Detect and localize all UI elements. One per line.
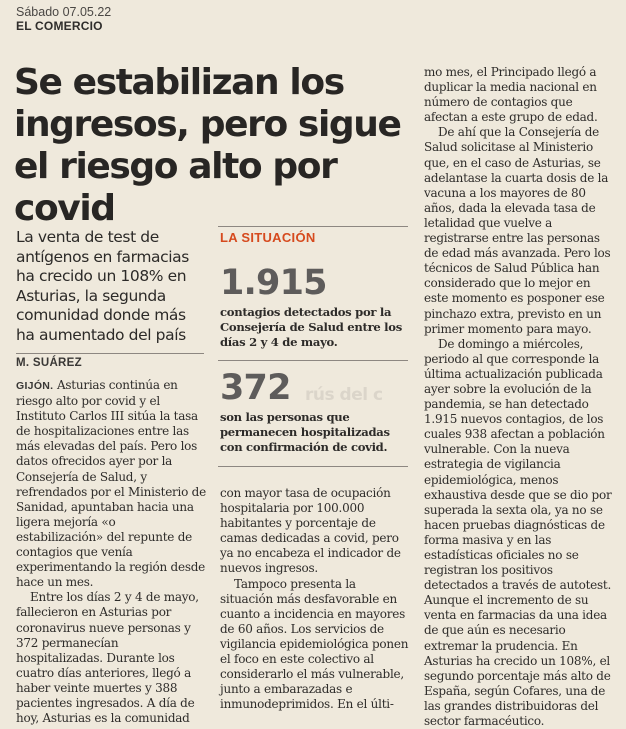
- place-tag: GIJÓN.: [16, 380, 54, 392]
- stat-2-description: son las personas que permanecen hospitalizadas con confirmación de covid.: [220, 410, 390, 454]
- article-subhead: La venta de test de antígenos en farmacias ha crecido un 108% en Asturias, la segunda comunidad donde más ha aumentado del país: [16, 228, 189, 344]
- situation-label: LA SITUACIÓN: [220, 230, 316, 245]
- column-2-paragraph-1: con mayor tasa de ocupación hospitalaria por 100.000 habitantes y porcentaje de camas dedicadas a covid, pero ya no encabeza el indicador de nuevos ingresos.: [220, 486, 401, 576]
- stat-divider: [218, 360, 408, 361]
- column-3-paragraph-2: De ahí que la Consejería de Salud solicitase al Ministerio que, en el caso de Asturias, se adelantase la cuarta dosis de la vacuna a los mayores de 80 años, dada la elevada tasa de letalidad que vuelve a registrarse entre las personas de edad más avanzada. Pero los técnicos de Salud Pública han considerado que lo mejor en este momento es posponer ese pinchazo extra, previsto en un primer momento para mayo.: [424, 125, 611, 336]
- stat-2-number: 372: [220, 368, 291, 408]
- column-1-paragraph-2: Entre los días 2 y 4 de mayo, fallecieron en Asturias por coronavirus nueve personas y 372 permanecían hospitalizadas. Durante los cuatro días anteriores, llegó a haber veinte muertes y 388 pacientes ingresados. A día de hoy, Asturias es la comunidad: [16, 590, 199, 726]
- stat-1-number: 1.915: [220, 263, 327, 303]
- column-3-paragraph-3: De domingo a miércoles, periodo al que corresponde la última actualización publicada ayer sobre la evolución de la pandemia, se han detectado 1.915 nuevos contagios, de los cuales 938 afectan a población vulnerable. Con la nueva estrategia de vigilancia epidemiológica, menos exhaustiva desde que se dio por superada la sexta ola, ya no se hacen pruebas diagnósticas de forma masiva y en las estadísticas oficiales no se registran los positivos detectados a través de autotest. Aunque el incremento de su venta en farmacias da una idea de que aún es necesario extremar la prudencia. En Asturias ha crecido un 108%, el segundo porcentaje más alto de España, según Cofares, una de las grandes distribuidoras del sector farmacéutico.: [424, 336, 612, 729]
- sidebar-bottom-rule: [218, 466, 408, 467]
- article-column-2: [220, 486, 410, 712]
- byline: M. SUÁREZ: [16, 357, 82, 369]
- bleed-through-text: rús del c: [305, 385, 383, 405]
- column-3-paragraph-1: mo mes, el Principado llegó a duplicar la media nacional en número de contagios que afectan a este grupo de edad.: [424, 65, 598, 125]
- sidebar-top-rule: [218, 226, 408, 227]
- column-1-paragraph-1: GIJÓN. Asturias continúa en riesgo alto por covid y el Instituto Carlos III sitúa la tasa de hospitalizaciones entre las más elevadas del país. Pero los datos ofrecidos ayer por la Consejería de Salud, y refrendados por el Ministerio de Sanidad, apuntaban hacia una ligera mejoría «o estabilización» del repunte de contagios que venía experimentando la región desde hace un mes.: [16, 378, 206, 590]
- byline-rule: [16, 353, 204, 354]
- article-column-3: [424, 65, 614, 729]
- newspaper-name: EL COMERCIO: [16, 19, 103, 33]
- article-headline: Se estabilizan los ingresos, pero sigue el riesgo alto por covid: [14, 62, 401, 229]
- stat-1-description: contagios detectados por la Consejería de Salud entre los días 2 y 4 de mayo.: [220, 305, 402, 349]
- article-column-1: [16, 378, 206, 726]
- column-2-paragraph-2: Tampoco presenta la situación más desfavorable en cuanto a incidencia en mayores de 60 años. Los servicios de vigilancia epidemiológica ponen el foco en este colectivo al considerarlo el más vulnerable, junto a embarazadas e inmunodeprimidos. En el últi-: [220, 576, 409, 712]
- issue-date: Sábado 07.05.22: [16, 5, 112, 19]
